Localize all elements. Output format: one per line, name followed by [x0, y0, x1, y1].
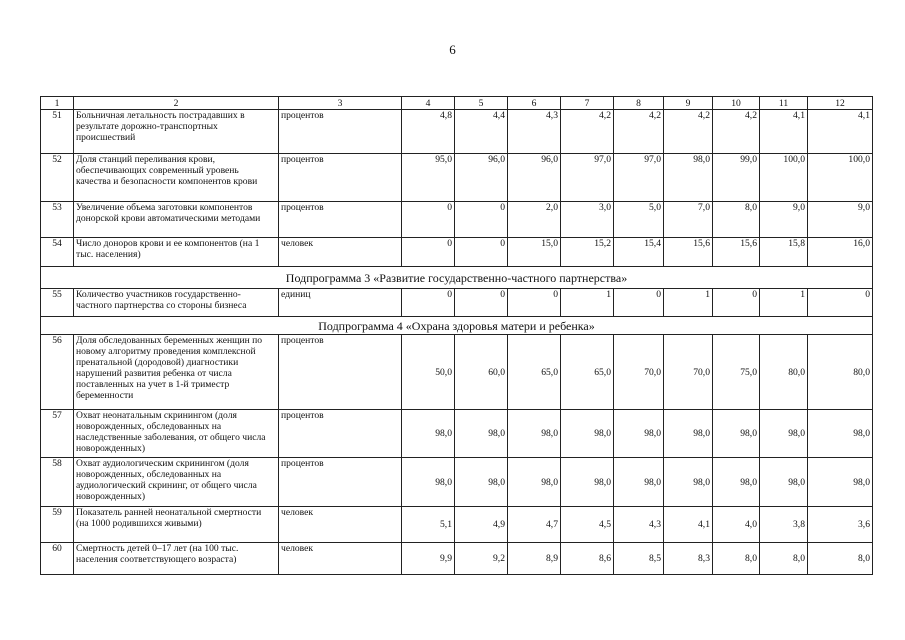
indicator-value: 0 — [402, 202, 455, 238]
indicator-value: 0 — [614, 289, 664, 317]
indicator-value: 96,0 — [455, 154, 508, 202]
indicator-name: Увеличение объема заготовки компонентов донорской крови автоматическими методами — [74, 202, 279, 238]
column-number: 11 — [760, 97, 808, 110]
indicator-name: Доля станций переливания крови, обеспечивающих современный уровень качества и безопасности компонентов крови — [74, 154, 279, 202]
row-number: 57 — [41, 410, 74, 458]
indicator-value: 0 — [508, 289, 561, 317]
indicator-value: 98,0 — [713, 458, 760, 507]
row-number: 52 — [41, 154, 74, 202]
table-row — [41, 507, 873, 543]
indicator-value: 100,0 — [808, 154, 873, 202]
column-number: 2 — [74, 97, 279, 110]
indicator-value: 15,2 — [561, 238, 614, 267]
indicator-value: 3,6 — [808, 507, 873, 543]
indicator-value: 3,8 — [760, 507, 808, 543]
indicator-value: 80,0 — [808, 335, 873, 410]
indicator-value: 98,0 — [808, 458, 873, 507]
column-number: 6 — [508, 97, 561, 110]
table-row — [41, 543, 873, 575]
indicator-value: 8,9 — [508, 543, 561, 575]
indicator-value: 0 — [455, 289, 508, 317]
indicator-value: 70,0 — [614, 335, 664, 410]
indicator-value: 4,0 — [713, 507, 760, 543]
indicator-value: 50,0 — [402, 335, 455, 410]
row-number: 58 — [41, 458, 74, 507]
indicator-value: 65,0 — [561, 335, 614, 410]
table-row — [41, 238, 873, 267]
indicator-value: 98,0 — [760, 458, 808, 507]
unit-of-measure: человек — [279, 238, 402, 267]
unit-of-measure: процентов — [279, 202, 402, 238]
indicator-value: 16,0 — [808, 238, 873, 267]
indicator-value: 4,2 — [713, 110, 760, 154]
row-number: 51 — [41, 110, 74, 154]
indicator-value: 15,6 — [713, 238, 760, 267]
indicator-value: 8,0 — [713, 543, 760, 575]
row-number: 56 — [41, 335, 74, 410]
unit-of-measure: процентов — [279, 410, 402, 458]
table-row — [41, 202, 873, 238]
column-number: 5 — [455, 97, 508, 110]
indicator-value: 15,6 — [664, 238, 713, 267]
indicator-value: 1 — [561, 289, 614, 317]
indicator-value: 98,0 — [614, 410, 664, 458]
indicator-value: 1 — [760, 289, 808, 317]
indicator-value: 97,0 — [561, 154, 614, 202]
indicator-name: Охват аудиологическим скринингом (доля новорожденных, обследованных на аудиологический скрининг, от общего числа новорожденных) — [74, 458, 279, 507]
indicator-value: 1 — [664, 289, 713, 317]
row-number: 55 — [41, 289, 74, 317]
row-number: 60 — [41, 543, 74, 575]
indicator-value: 4,2 — [561, 110, 614, 154]
column-number: 4 — [402, 97, 455, 110]
section-row — [41, 317, 873, 335]
indicator-value: 5,0 — [614, 202, 664, 238]
indicator-value: 8,0 — [760, 543, 808, 575]
indicator-value: 4,2 — [664, 110, 713, 154]
indicator-value: 60,0 — [455, 335, 508, 410]
indicator-value: 98,0 — [561, 410, 614, 458]
unit-of-measure: человек — [279, 543, 402, 575]
indicator-value: 75,0 — [713, 335, 760, 410]
table-row — [41, 154, 873, 202]
indicator-value: 98,0 — [614, 458, 664, 507]
indicator-value: 0 — [402, 238, 455, 267]
table-row — [41, 335, 873, 410]
indicator-value: 4,1 — [760, 110, 808, 154]
indicator-value: 98,0 — [561, 458, 614, 507]
unit-of-measure: процентов — [279, 110, 402, 154]
indicator-name: Больничная летальность пострадавших в результате дорожно-транспортных происшествий — [74, 110, 279, 154]
column-number: 9 — [664, 97, 713, 110]
indicator-value: 15,0 — [508, 238, 561, 267]
indicator-value: 4,1 — [664, 507, 713, 543]
column-number: 7 — [561, 97, 614, 110]
indicator-value: 4,4 — [455, 110, 508, 154]
indicator-value: 98,0 — [664, 154, 713, 202]
indicator-value: 8,0 — [713, 202, 760, 238]
indicator-name: Количество участников государственно-частного партнерства со стороны бизнеса — [74, 289, 279, 317]
indicator-value: 99,0 — [713, 154, 760, 202]
table-row — [41, 110, 873, 154]
section-title-sub3: Подпрограмма 3 «Развитие государственно-частного партнерства» — [41, 267, 873, 289]
indicator-value: 8,6 — [561, 543, 614, 575]
indicator-value: 4,2 — [614, 110, 664, 154]
indicator-value: 3,0 — [561, 202, 614, 238]
indicator-value: 8,5 — [614, 543, 664, 575]
table-row — [41, 458, 873, 507]
column-number: 8 — [614, 97, 664, 110]
indicator-value: 8,0 — [808, 543, 873, 575]
indicator-value: 98,0 — [508, 410, 561, 458]
unit-of-measure: процентов — [279, 335, 402, 410]
indicator-value: 80,0 — [760, 335, 808, 410]
indicator-value: 98,0 — [508, 458, 561, 507]
indicator-value: 4,3 — [614, 507, 664, 543]
section-title-sub4: Подпрограмма 4 «Охрана здоровья матери и ребенка» — [41, 317, 873, 335]
indicator-name: Охват неонатальным скринингом (доля новорожденных, обследованных на наследственные заболевания, от общего числа новорожденных) — [74, 410, 279, 458]
indicator-name: Доля обследованных беременных женщин по новому алгоритму проведения комплексной пренатальной (дородовой) диагностики нарушений развития ребенка от числа поставленных на учет в 1-й триместр беременности — [74, 335, 279, 410]
unit-of-measure: человек — [279, 507, 402, 543]
indicator-value: 0 — [455, 202, 508, 238]
column-number-row — [41, 97, 873, 110]
indicator-value: 98,0 — [455, 410, 508, 458]
column-number: 10 — [713, 97, 760, 110]
row-number: 53 — [41, 202, 74, 238]
row-number: 54 — [41, 238, 74, 267]
indicator-value: 98,0 — [664, 410, 713, 458]
indicator-value: 9,2 — [455, 543, 508, 575]
indicator-value: 100,0 — [760, 154, 808, 202]
indicator-value: 0 — [402, 289, 455, 317]
indicators-table — [40, 96, 873, 575]
indicator-value: 4,9 — [455, 507, 508, 543]
page-number: 6 — [449, 42, 456, 57]
indicator-value: 65,0 — [508, 335, 561, 410]
indicator-value: 98,0 — [402, 410, 455, 458]
indicator-value: 4,8 — [402, 110, 455, 154]
indicator-value: 97,0 — [614, 154, 664, 202]
indicator-value: 0 — [713, 289, 760, 317]
indicator-value: 9,0 — [760, 202, 808, 238]
indicator-value: 5,1 — [402, 507, 455, 543]
table-row — [41, 289, 873, 317]
indicator-value: 4,7 — [508, 507, 561, 543]
unit-of-measure: единиц — [279, 289, 402, 317]
indicator-value: 98,0 — [760, 410, 808, 458]
indicator-value: 98,0 — [455, 458, 508, 507]
indicator-value: 70,0 — [664, 335, 713, 410]
table-row — [41, 410, 873, 458]
unit-of-measure: процентов — [279, 458, 402, 507]
indicator-value: 15,4 — [614, 238, 664, 267]
indicator-name: Число доноров крови и ее компонентов (на 1 тыс. населения) — [74, 238, 279, 267]
section-row — [41, 267, 873, 289]
indicator-value: 8,3 — [664, 543, 713, 575]
indicator-name: Смертность детей 0–17 лет (на 100 тыс. населения соответствующего возраста) — [74, 543, 279, 575]
column-number: 1 — [41, 97, 74, 110]
indicator-value: 0 — [808, 289, 873, 317]
indicator-value: 98,0 — [664, 458, 713, 507]
column-number: 3 — [279, 97, 402, 110]
indicator-value: 95,0 — [402, 154, 455, 202]
column-number: 12 — [808, 97, 873, 110]
indicator-value: 0 — [455, 238, 508, 267]
row-number: 59 — [41, 507, 74, 543]
indicator-value: 2,0 — [508, 202, 561, 238]
indicator-value: 4,3 — [508, 110, 561, 154]
indicator-value: 98,0 — [402, 458, 455, 507]
indicator-value: 96,0 — [508, 154, 561, 202]
indicator-name: Показатель ранней неонатальной смертности (на 1000 родившихся живыми) — [74, 507, 279, 543]
indicator-value: 9,9 — [402, 543, 455, 575]
indicator-value: 98,0 — [808, 410, 873, 458]
indicator-value: 9,0 — [808, 202, 873, 238]
indicator-value: 4,1 — [808, 110, 873, 154]
indicator-value: 98,0 — [713, 410, 760, 458]
indicator-value: 7,0 — [664, 202, 713, 238]
indicator-value: 15,8 — [760, 238, 808, 267]
unit-of-measure: процентов — [279, 154, 402, 202]
indicator-value: 4,5 — [561, 507, 614, 543]
